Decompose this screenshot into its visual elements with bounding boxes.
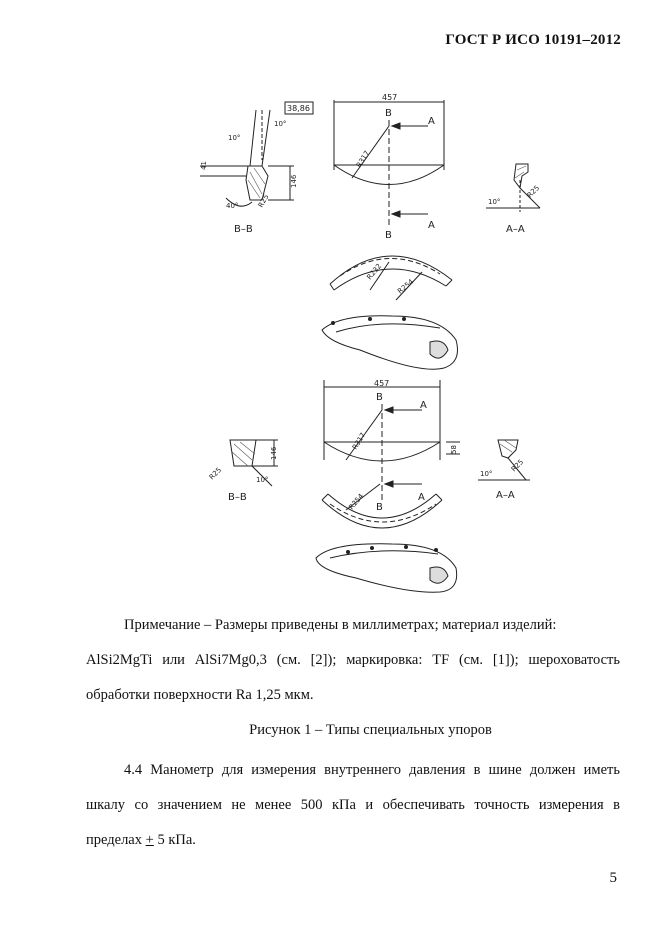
label-angle: 10° (256, 476, 269, 484)
label-r254: R254 (347, 492, 366, 512)
label-a: A (418, 492, 425, 503)
isometric-view-upper (322, 316, 458, 369)
label-a: A (428, 220, 435, 231)
paragraph-line-1: 4.4 Манометр для измерения внутреннего давления в шине должен иметь (124, 762, 620, 778)
top-view-lower (324, 380, 460, 500)
label-b: B (376, 502, 383, 513)
label-r25: R25 (525, 184, 542, 200)
label-angle: 10° (488, 198, 501, 206)
paragraph-line-3 (86, 832, 196, 849)
label-section-aa: A–A (506, 224, 525, 235)
label-457: 457 (382, 93, 398, 102)
label-40deg: 40° (226, 202, 239, 210)
label-38-86: 38,86 (287, 104, 310, 113)
arc-view-upper (330, 256, 452, 300)
isometric-view-lower (316, 544, 457, 592)
label-457: 457 (374, 379, 390, 388)
figure-caption: Рисунок 1 – Типы специальных упоров (249, 722, 492, 738)
label-section-aa: A–A (496, 490, 515, 501)
note-line-1: Примечание – Размеры приведены в миллиметрах; материал изделий: (124, 617, 557, 633)
note-line-2: AlSi2MgTi или AlSi7Mg0,3 (см. [2]); маркировка: TF (см. [1]); шероховатость (86, 652, 620, 668)
label-b: B (376, 392, 383, 403)
section-bb-upper (200, 102, 313, 206)
paragraph-text: пределах (86, 832, 146, 848)
plus-minus-sign: + (145, 832, 154, 848)
document-header: ГОСТ Р ИСО 10191–2012 (445, 32, 621, 48)
label-a: A (428, 116, 435, 127)
label-r254: R254 (396, 277, 416, 296)
label-146: 146 (290, 174, 298, 188)
note-line-3: обработки поверхности Ra 1,25 мкм. (86, 687, 314, 703)
label-r25: R25 (256, 193, 271, 209)
label-a: A (420, 400, 427, 411)
label-angle: 10° (480, 470, 493, 478)
label-section-bb: B–B (234, 224, 253, 235)
label-r317: R317 (354, 149, 372, 170)
label-angle: 10° (274, 120, 287, 128)
label-angle: 10° (228, 134, 241, 142)
label-section-bb: B–B (228, 492, 247, 503)
label-41: 41 (200, 161, 208, 170)
label-r25: R25 (207, 466, 224, 482)
label-r25: R25 (509, 458, 526, 474)
paragraph-line-2: шкалу со значением не менее 500 кПа и обеспечивать точность измерения в (86, 797, 620, 813)
technical-drawing (0, 80, 661, 600)
label-b: B (385, 108, 392, 119)
label-146: 146 (270, 446, 278, 460)
label-58: 58 (450, 445, 458, 454)
paragraph-text: 5 кПа. (153, 832, 196, 848)
page-number: 5 (609, 870, 617, 886)
label-b: B (385, 230, 392, 241)
label-r232: R232 (365, 262, 384, 282)
label-r317: R317 (350, 431, 368, 452)
